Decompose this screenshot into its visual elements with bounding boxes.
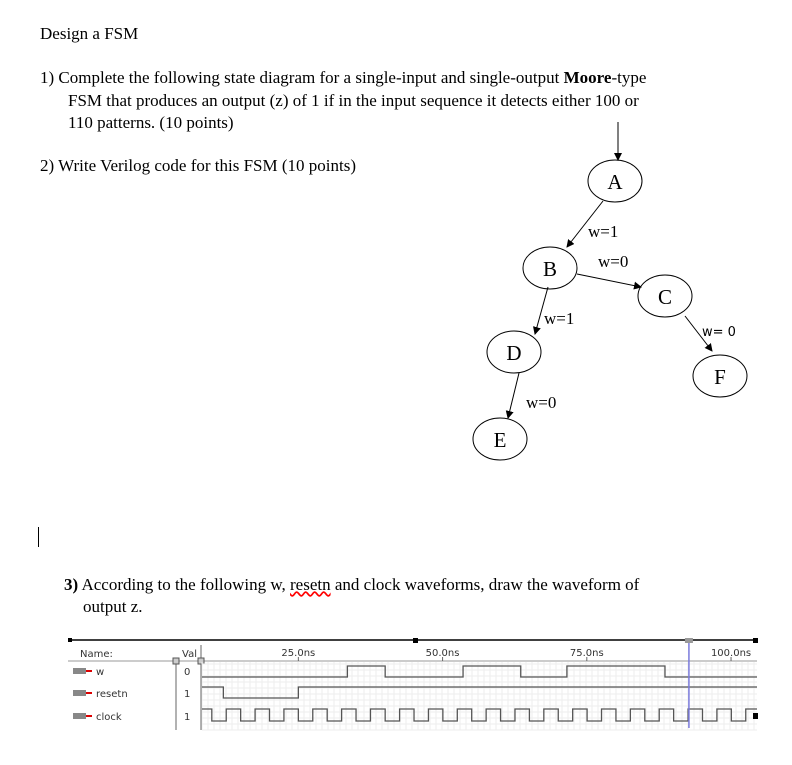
edge-label-c-f: w= 0 xyxy=(702,325,736,340)
q1-moore: Moore xyxy=(563,68,612,87)
q3-resetn: resetn xyxy=(290,575,331,594)
signal-value: 0 xyxy=(184,667,191,678)
input-pin-icon xyxy=(73,713,86,719)
question-2: 2) Write Verilog code for this FSM (10 points) xyxy=(40,156,356,175)
time-label: 75.0ns xyxy=(569,648,604,659)
time-cursor-handle[interactable] xyxy=(685,638,693,643)
q3-number: 3) xyxy=(64,575,79,594)
state-a-label: A xyxy=(607,170,623,194)
edge-label-b-d: w=1 xyxy=(544,309,575,328)
title: Design a FSM xyxy=(40,24,139,43)
signal-value: 1 xyxy=(184,689,191,700)
column-splitter-handle[interactable] xyxy=(198,658,204,664)
state-d-label: D xyxy=(506,341,522,365)
state-b-label: B xyxy=(542,257,558,281)
name-header: Name: xyxy=(80,649,113,660)
input-pin-icon xyxy=(73,668,86,674)
q1-text-a: 1) Complete the following state diagram for a single-input and single-output xyxy=(40,68,564,87)
value-header: Val xyxy=(182,649,197,660)
input-pin-icon xyxy=(73,690,86,696)
state-e-label: E xyxy=(493,428,507,452)
time-label: 25.0ns xyxy=(281,648,316,659)
state-f-label: F xyxy=(714,365,726,389)
column-splitter-handle[interactable] xyxy=(173,658,179,664)
question-1-line-3: 110 patterns. (10 points) xyxy=(68,113,234,132)
signal-value: 1 xyxy=(184,712,191,723)
signal-name: clock xyxy=(96,712,122,723)
edge-label-b-c: w=0 xyxy=(598,252,629,271)
q1-text-b: -type xyxy=(611,68,647,87)
signal-name: resetn xyxy=(96,689,128,700)
q3-text-b: and clock waveforms, draw the waveform of xyxy=(330,575,640,594)
edge-label-d-e: w=0 xyxy=(526,393,557,412)
time-label: 100.0ns xyxy=(710,648,752,659)
state-c-label: C xyxy=(657,285,673,309)
signal-name: w xyxy=(96,667,105,678)
question-1-line-2: FSM that produces an output (z) of 1 if in the input sequence it detects either 100 or xyxy=(68,91,639,110)
q3-text-a: According to the following w, xyxy=(78,575,291,594)
end-marker xyxy=(753,713,758,719)
question-3-line-2: output z. xyxy=(83,597,143,616)
edge-label-a-b: w=1 xyxy=(588,222,619,241)
time-label: 50.0ns xyxy=(425,648,460,659)
